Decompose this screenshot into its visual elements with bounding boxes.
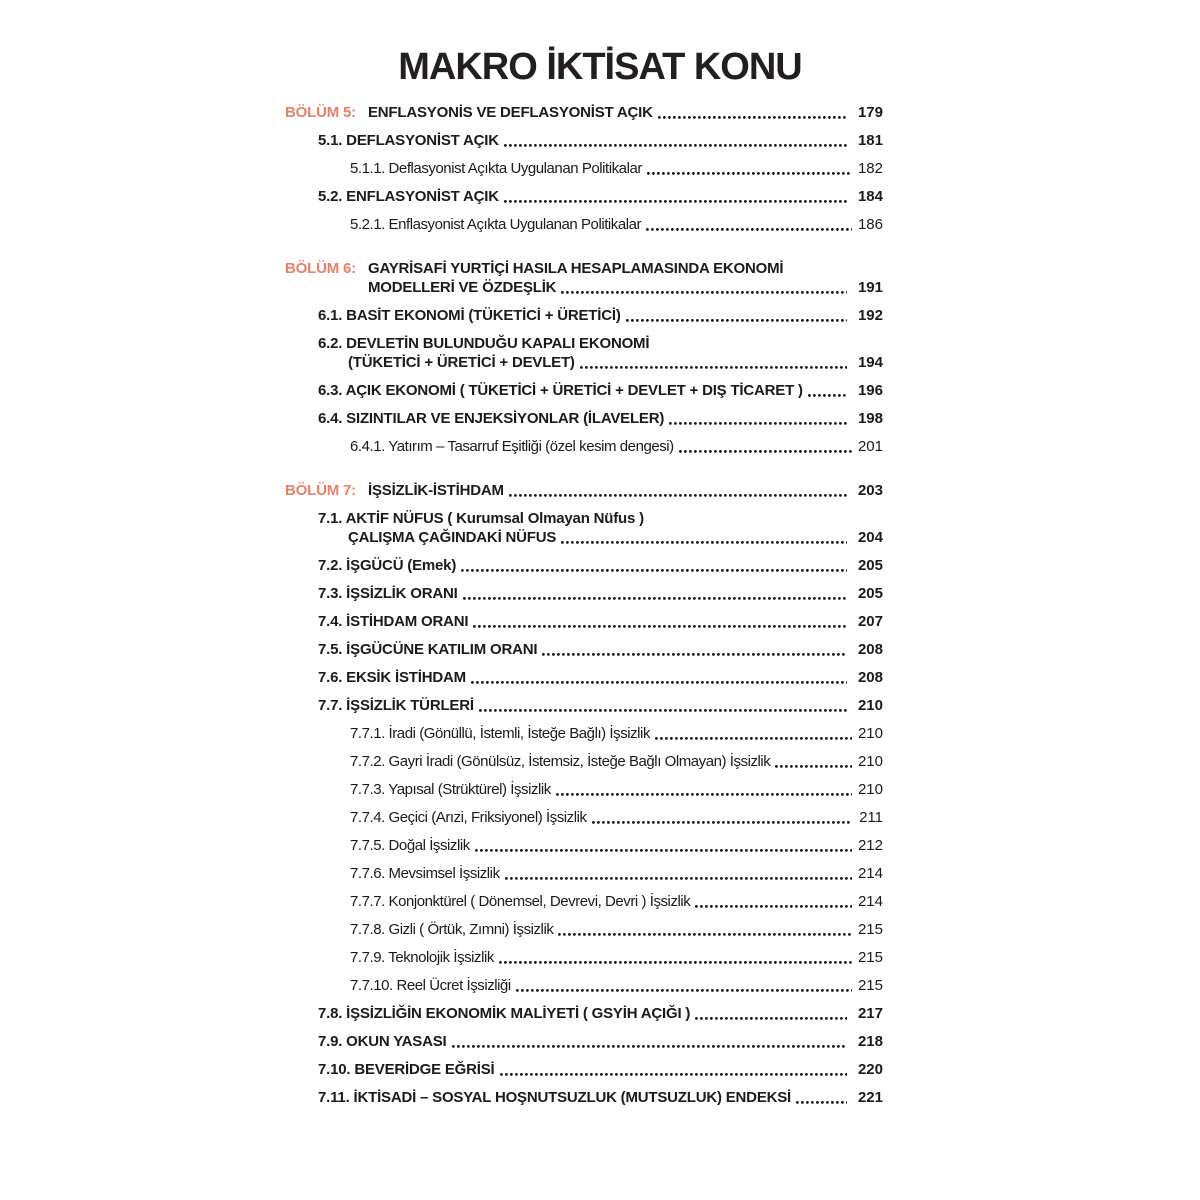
dot-leader	[647, 172, 852, 175]
page-number: 192	[857, 307, 883, 324]
entry-line1	[318, 668, 883, 687]
toc-entry	[318, 668, 883, 687]
entry-line1	[318, 640, 883, 659]
toc-entry	[318, 696, 883, 715]
toc-entry	[318, 1032, 883, 1051]
page-number: 201	[857, 438, 883, 455]
toc-list	[285, 103, 883, 1107]
entry-body	[318, 187, 883, 206]
dot-leader	[679, 450, 852, 453]
page-number: 184	[857, 188, 883, 205]
entry-text: 5.1. DEFLASYONİST AÇIK	[318, 132, 499, 149]
dot-leader	[463, 597, 847, 600]
chapter-label: BÖLÜM 6:	[285, 260, 356, 277]
toc-entry	[318, 381, 883, 400]
entry-text: 7.3. İŞSİZLİK ORANI	[318, 585, 458, 602]
page-number: 205	[857, 557, 883, 574]
toc-entry	[350, 948, 883, 967]
page-number: 214	[857, 893, 883, 910]
entry-line1	[350, 948, 883, 967]
dot-leader	[669, 422, 847, 425]
entry-body	[318, 668, 883, 687]
chapter-label: BÖLÜM 7:	[285, 482, 356, 499]
toc-entry	[318, 584, 883, 603]
entry-body	[318, 131, 883, 150]
page-number: 212	[857, 837, 883, 854]
dot-leader	[592, 821, 852, 824]
page-number: 215	[857, 949, 883, 966]
entry-body	[350, 752, 883, 771]
dot-leader	[558, 933, 852, 936]
entry-text: ENFLASYONİS VE DEFLASYONİST AÇIK	[368, 104, 653, 121]
entry-body	[318, 1088, 883, 1107]
entry-text: 5.2. ENFLASYONİST AÇIK	[318, 188, 499, 205]
page-number: 221	[857, 1089, 883, 1106]
entry-text: 5.1.1. Deflasyonist Açıkta Uygulanan Politikalar	[350, 160, 642, 177]
toc-entry	[350, 437, 883, 456]
dot-leader	[695, 905, 852, 908]
entry-text: 7.7.2. Gayri İradi (Gönülsüz, İstemsiz, İsteğe Bağlı Olmayan) İşsizlik	[350, 753, 771, 770]
toc-entry	[350, 808, 883, 827]
entry-body	[350, 948, 883, 967]
toc-entry	[350, 752, 883, 771]
entry-text: 7.7.10. Reel Ücret İşsizliği	[350, 977, 511, 994]
dot-leader	[471, 681, 847, 684]
entry-line1	[350, 808, 883, 827]
entry-line1	[318, 509, 883, 528]
entry-text: 7.9. OKUN YASASI	[318, 1033, 447, 1050]
entry-body	[318, 509, 883, 547]
toc-entry	[318, 306, 883, 325]
entry-line1	[318, 1060, 883, 1079]
entry-line1	[368, 259, 883, 278]
dot-leader	[475, 849, 852, 852]
page-number: 208	[857, 669, 883, 686]
entry-line1	[350, 215, 883, 234]
toc-entry	[350, 780, 883, 799]
entry-body	[318, 1032, 883, 1051]
entry-line1	[318, 584, 883, 603]
page-number: 220	[857, 1061, 883, 1078]
entry-text: 7.7.6. Mevsimsel İşsizlik	[350, 865, 500, 882]
entry-body	[318, 381, 883, 400]
entry-line1	[318, 187, 883, 206]
toc-entry	[285, 103, 883, 122]
entry-line1	[350, 752, 883, 771]
toc-entry	[350, 892, 883, 911]
page-number: 210	[857, 781, 883, 798]
toc-entry	[318, 131, 883, 150]
entry-text: 7.7.4. Geçici (Arızi, Friksiyonel) İşsizlik	[350, 809, 587, 826]
entry-line1	[318, 409, 883, 428]
dot-leader	[655, 737, 852, 740]
entry-body	[318, 640, 883, 659]
toc-entry	[318, 1060, 883, 1079]
toc-entry	[318, 1004, 883, 1023]
page-number: 203	[857, 482, 883, 499]
page-number: 182	[857, 160, 883, 177]
entry-text: 7.10. BEVERİDGE EĞRİSİ	[318, 1061, 495, 1078]
entry-line1	[368, 481, 883, 500]
toc-entry	[350, 724, 883, 743]
entry-line1	[350, 892, 883, 911]
entry-line1	[318, 381, 883, 400]
entry-body	[318, 1004, 883, 1023]
entry-line1	[350, 976, 883, 995]
dot-leader	[499, 961, 852, 964]
entry-text: 6.4.1. Yatırım – Tasarruf Eşitliği (özel kesim dengesi)	[350, 438, 674, 455]
toc-entry	[350, 976, 883, 995]
toc-entry	[350, 920, 883, 939]
dot-leader	[561, 541, 847, 544]
entry-text: 6.4. SIZINTILAR VE ENJEKSİYONLAR (İLAVELER)	[318, 410, 665, 427]
toc-entry	[350, 864, 883, 883]
entry-text: 7.7.3. Yapısal (Strüktürel) İşsizlik	[350, 781, 551, 798]
entry-text: 7.8. İŞSİZLİĞİN EKONOMİK MALİYETİ ( GSYİH AÇIĞI )	[318, 1005, 691, 1022]
entry-line2	[348, 353, 883, 372]
entry-line1	[318, 1032, 883, 1051]
entry-body	[318, 584, 883, 603]
toc-entry	[318, 1088, 883, 1107]
dot-leader	[556, 793, 852, 796]
dot-leader	[775, 765, 852, 768]
page-number: 186	[857, 216, 883, 233]
entry-line1	[350, 780, 883, 799]
entry-line1	[350, 920, 883, 939]
entry-body	[318, 409, 883, 428]
dot-leader	[695, 1017, 847, 1020]
toc-entry	[318, 640, 883, 659]
entry-line1	[318, 131, 883, 150]
entry-text: 7.7.7. Konjonktürel ( Dönemsel, Devrevi, Devri ) İşsizlik	[350, 893, 691, 910]
entry-text: 7.6. EKSİK İSTİHDAM	[318, 669, 466, 686]
entry-body	[350, 724, 883, 743]
dot-leader	[580, 366, 847, 369]
entry-line2	[368, 278, 883, 297]
entry-line1	[350, 836, 883, 855]
entry-text: 7.1. AKTİF NÜFUS ( Kurumsal Olmayan Nüfus )	[318, 510, 644, 527]
entry-text: 6.1. BASİT EKONOMİ (TÜKETİCİ + ÜRETİCİ)	[318, 307, 621, 324]
page-number: 215	[857, 921, 883, 938]
dot-leader	[542, 653, 847, 656]
page-number: 211	[859, 809, 883, 826]
entry-text: İŞSİZLİK-İSTİHDAM	[368, 482, 504, 499]
entry-text: 7.7.9. Teknolojik İşsizlik	[350, 949, 494, 966]
dot-leader	[461, 569, 847, 572]
toc-entry	[350, 836, 883, 855]
entry-text2: ÇALIŞMA ÇAĞINDAKİ NÜFUS	[348, 529, 557, 546]
entry-line2	[348, 528, 883, 547]
entry-text: 7.7.8. Gizli ( Örtük, Zımni) İşsizlik	[350, 921, 554, 938]
entry-text: 6.3. AÇIK EKONOMİ ( TÜKETİCİ + ÜRETİCİ + DEVLET + DIŞ TİCARET )	[318, 382, 803, 399]
entry-text: 7.7.5. Doğal İşsizlik	[350, 837, 470, 854]
toc-entry	[318, 334, 883, 372]
entry-line1	[350, 159, 883, 178]
page-number: 210	[857, 697, 883, 714]
toc-entry	[318, 556, 883, 575]
toc-entry	[318, 187, 883, 206]
page-number: 215	[857, 977, 883, 994]
entry-line1	[318, 334, 883, 353]
dot-leader	[500, 1073, 848, 1076]
entry-text2: MODELLERİ VE ÖZDEŞLİK	[368, 279, 557, 296]
page-number: 214	[857, 865, 883, 882]
entry-body	[350, 215, 883, 234]
dot-leader	[796, 1101, 847, 1104]
page-number: 204	[857, 529, 883, 546]
entry-body	[368, 103, 883, 122]
entry-body	[350, 920, 883, 939]
dot-leader	[505, 877, 852, 880]
entry-line1	[318, 696, 883, 715]
dot-leader	[452, 1045, 847, 1048]
page-number: 207	[857, 613, 883, 630]
entry-body	[350, 159, 883, 178]
page-number: 217	[857, 1005, 883, 1022]
dot-leader	[504, 144, 847, 147]
page-number: 205	[857, 585, 883, 602]
entry-line1	[318, 306, 883, 325]
entry-body	[350, 864, 883, 883]
dot-leader	[561, 291, 847, 294]
page-title: MAKRO İKTİSAT KONU	[398, 46, 802, 88]
entry-text: 7.11. İKTİSADİ – SOSYAL HOŞNUTSUZLUK (MUTSUZLUK) ENDEKSİ	[318, 1089, 792, 1106]
entry-body	[350, 976, 883, 995]
toc-entry	[350, 215, 883, 234]
page-number: 196	[857, 382, 883, 399]
entry-text: GAYRİSAFİ YURTİÇİ HASILA HESAPLAMASINDA EKONOMİ	[368, 260, 784, 277]
dot-leader	[516, 989, 852, 992]
entry-text: 5.2.1. Enflasyonist Açıkta Uygulanan Politikalar	[350, 216, 642, 233]
page-number: 194	[857, 354, 883, 371]
toc-entry	[285, 259, 883, 297]
entry-line1	[368, 103, 883, 122]
entry-body	[350, 808, 883, 827]
entry-body	[350, 437, 883, 456]
entry-body	[350, 892, 883, 911]
toc-entry	[318, 409, 883, 428]
entry-body	[318, 612, 883, 631]
chapter-label: BÖLÜM 5:	[285, 104, 356, 121]
entry-body	[368, 481, 883, 500]
page-number: 198	[857, 410, 883, 427]
entry-text2: (TÜKETİCİ + ÜRETİCİ + DEVLET)	[348, 354, 575, 371]
dot-leader	[479, 709, 847, 712]
page-number: 208	[857, 641, 883, 658]
entry-body	[318, 1060, 883, 1079]
dot-leader	[646, 228, 852, 231]
page-number: 218	[857, 1033, 883, 1050]
dot-leader	[509, 494, 847, 497]
toc-entry	[318, 612, 883, 631]
page-number: 210	[857, 725, 883, 742]
entry-text: 6.2. DEVLETİN BULUNDUĞU KAPALI EKONOMİ	[318, 335, 650, 352]
toc-entry	[318, 509, 883, 547]
entry-text: 7.5. İŞGÜCÜNE KATILIM ORANI	[318, 641, 538, 658]
entry-text: 7.7.1. İradi (Gönüllü, İstemli, İsteğe Bağlı) İşsizlik	[350, 725, 650, 742]
entry-line1	[350, 864, 883, 883]
entry-line1	[318, 556, 883, 575]
dot-leader	[626, 319, 847, 322]
toc-entry	[350, 159, 883, 178]
entry-body	[350, 836, 883, 855]
entry-body	[368, 259, 883, 297]
entry-line1	[318, 1004, 883, 1023]
entry-line1	[318, 612, 883, 631]
page-number: 179	[857, 104, 883, 121]
entry-body	[318, 306, 883, 325]
dot-leader	[473, 625, 847, 628]
entry-body	[318, 334, 883, 372]
entry-line1	[350, 724, 883, 743]
dot-leader	[658, 116, 847, 119]
entry-line1	[318, 1088, 883, 1107]
toc-entry	[285, 481, 883, 500]
entry-text: 7.7. İŞSİZLİK TÜRLERİ	[318, 697, 474, 714]
entry-line1	[350, 437, 883, 456]
page-number: 191	[857, 279, 883, 296]
entry-body	[350, 780, 883, 799]
entry-text: 7.2. İŞGÜCÜ (Emek)	[318, 557, 457, 574]
entry-body	[318, 556, 883, 575]
dot-leader	[808, 394, 847, 397]
dot-leader	[504, 200, 847, 203]
entry-text: 7.4. İSTİHDAM ORANI	[318, 613, 469, 630]
entry-body	[318, 696, 883, 715]
page-number: 210	[857, 753, 883, 770]
page-number: 181	[857, 132, 883, 149]
